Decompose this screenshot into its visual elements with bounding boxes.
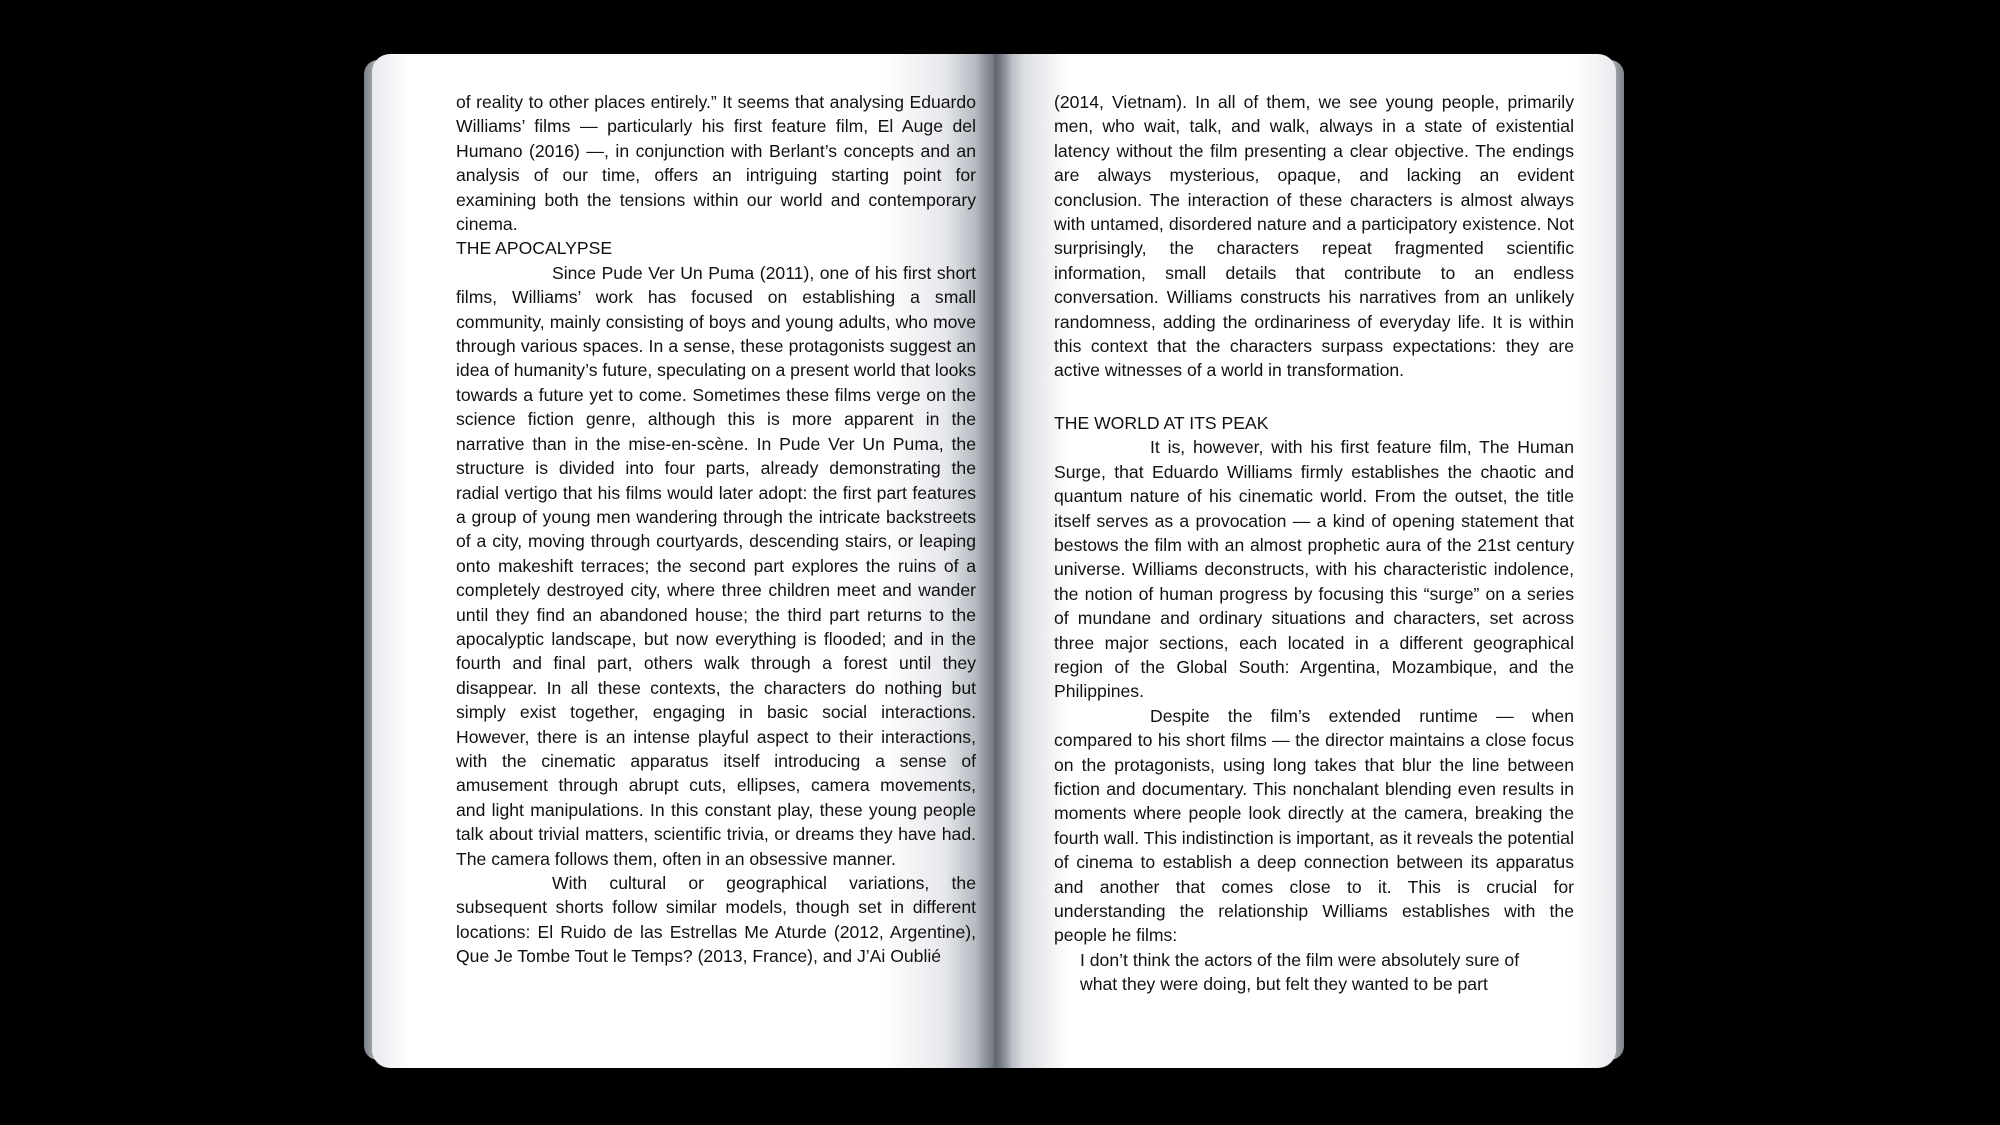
block-quote: I don’t think the actors of the film were absolutely sure of what they were doing, but felt they wanted to be part xyxy=(1080,949,1520,995)
left-text-column xyxy=(456,90,976,969)
right-continued-paragraph: (2014, Vietnam). In all of them, we see young people, primarily men, who wait, talk, and walk, always in a state of existential latency without the film presenting a clear objective. The endings are always mysterious, opaque, and lacking an evident conclusion. The interaction of these characters is almost always with untamed, disordered nature and a participatory existence. Not surprisingly, the characters repeat fragmented scientific information, small details that contribute to an endless conversation. Williams constructs his narratives from an unlikely randomness, adding the ordinariness of everyday life. It is within this context that the characters surpass expectations: they are active witnesses of a world in transformation. xyxy=(1054,92,1574,381)
left-intro-paragraph: of reality to other places entirely.” It seems that analysing Eduardo Williams’ films — particularly his first feature film, El Auge del Humano (2016) —, in conjunction with Berlant’s concepts and an analysis of our time, offers an intriguing starting point for examining both the tensions within our world and contemporary cinema. xyxy=(456,92,976,235)
right-page xyxy=(994,54,1616,1068)
right-paragraph-1: It is, however, with his first feature film, The Human Surge, that Eduardo Williams firmly establishes the chaotic and quantum nature of his cinematic world. From the outset, the title itself serves as a provocation — a kind of opening statement that bestows the film with an almost prophetic aura of the 21st century universe. Williams deconstructs, with his characteristic indolence, the notion of human progress by focusing this “surge” on a series of mundane and ordinary situations and characters, set across three major sections, each located in a different geographical region of the Global South: Argentina, Mozambique, and the Philippines. xyxy=(1054,437,1574,702)
left-paragraph-2: With cultural or geographical variations, the subsequent shorts follow similar models, though set in different locations: El Ruido de las Estrellas Me Aturde (2012, Argentine), Que Je Tombe Tout le Temps? (2013, France), and J’Ai Oublié xyxy=(456,873,976,967)
right-text-column xyxy=(1054,90,1574,997)
section-heading-world-at-its-peak: THE WORLD AT ITS PEAK xyxy=(1054,412,1269,433)
left-page xyxy=(372,54,994,1068)
book-spine-fold xyxy=(976,54,1012,1068)
left-paragraph-1: Since Pude Ver Un Puma (2011), one of his first short films, Williams’ work has focused on establishing a small community, mainly consisting of boys and young adults, who move through various spaces. In a sense, these protagonists suggest an idea of humanity’s future, speculating on a present world that looks towards a future yet to come. Sometimes these films verge on the science fiction genre, although this is more apparent in the narrative than in the mise-en-scène. In Pude Ver Un Puma, the structure is divided into four parts, already demonstrating the radial vertigo that his films would later adopt: the first part features a group of young men wandering through the intricate backstreets of a city, moving through courtyards, descending stairs, or leaping onto makeshift terraces; the second part explores the ruins of a completely destroyed city, where three children meet and wander until they find an abandoned house; the third part returns to the apocalyptic landscape, but now everything is flooded; and in the fourth and final part, others walk through a forest until they disappear. In all these contexts, the characters do nothing but simply exist together, engaging in basic social interactions. However, there is an intense playful aspect to their interactions, with the cinematic apparatus itself introducing a sense of amusement through abrupt cuts, ellipses, camera movements, and light manipulations. In this constant play, these young people talk about trivial matters, scientific trivia, or dreams they have had. The camera follows them, often in an obsessive manner. xyxy=(456,262,976,869)
open-book xyxy=(372,54,1616,1068)
right-paragraph-2: Despite the film’s extended runtime — when compared to his short films — the director maintains a close focus on the protagonists, using long takes that blur the line between fiction and documentary. This nonchalant blending even results in moments where people look directly at the camera, breaking the fourth wall. This indistinction is important, as it reveals the potential of cinema to establish a deep connection between its apparatus and another that comes close to it. This is crucial for understanding the relationship Williams establishes with the people he films: xyxy=(1054,705,1574,946)
section-heading-apocalypse: THE APOCALYPSE xyxy=(456,238,613,259)
